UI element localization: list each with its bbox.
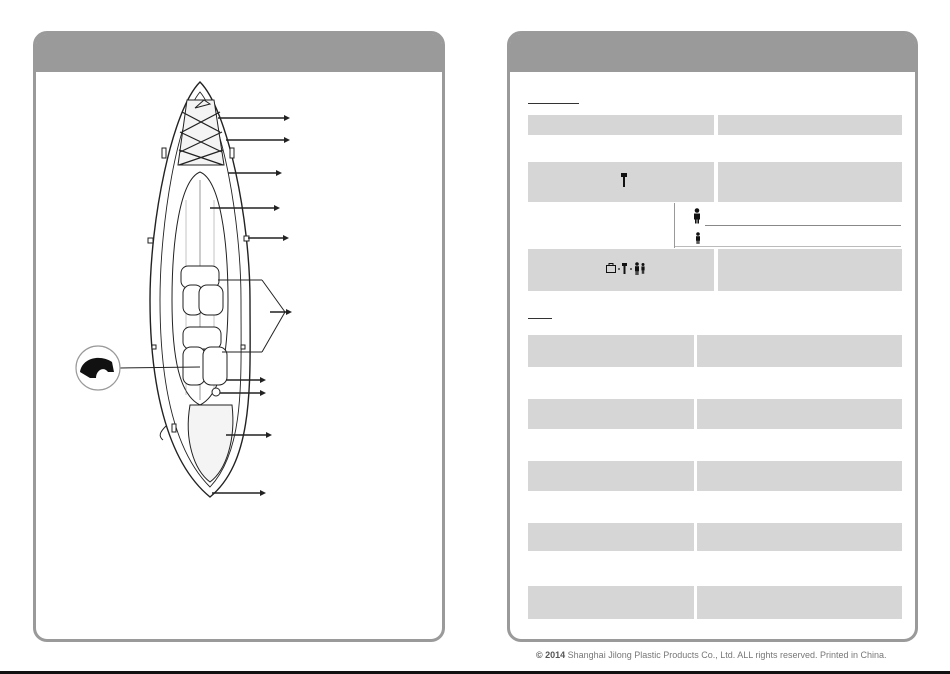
spec-bar xyxy=(718,249,902,291)
copyright-text: Shanghai Jilong Plastic Products Co., Ltd. ALL rights reserved. Printed in China. xyxy=(565,650,887,660)
stern-deck xyxy=(188,405,233,482)
adult-icon xyxy=(692,208,702,226)
spec-bar xyxy=(528,115,714,135)
spec-bar xyxy=(697,586,902,619)
specs-panel-header xyxy=(510,34,915,72)
copyright-footer xyxy=(536,650,887,660)
spec-bar xyxy=(697,523,902,551)
fin-detail xyxy=(76,346,200,390)
spec-bar xyxy=(528,586,694,619)
front-seat xyxy=(181,266,223,315)
spec-bar xyxy=(528,523,694,551)
valve xyxy=(212,388,220,396)
spec-bar xyxy=(528,399,694,429)
spec-bar xyxy=(718,162,902,202)
spec-bar xyxy=(697,399,902,429)
wrench-icon xyxy=(619,172,629,190)
rear-seat xyxy=(183,327,227,385)
spec-bar xyxy=(697,461,902,491)
section-underline xyxy=(528,318,552,319)
section-underline xyxy=(528,103,579,104)
spec-bar xyxy=(718,115,902,135)
spec-bar xyxy=(697,335,902,367)
spec-bar xyxy=(528,335,694,367)
spec-bar xyxy=(528,461,694,491)
bag-wrench-people-icon xyxy=(606,262,662,278)
child-icon xyxy=(694,232,702,246)
copyright-year: © 2014 xyxy=(536,650,566,660)
